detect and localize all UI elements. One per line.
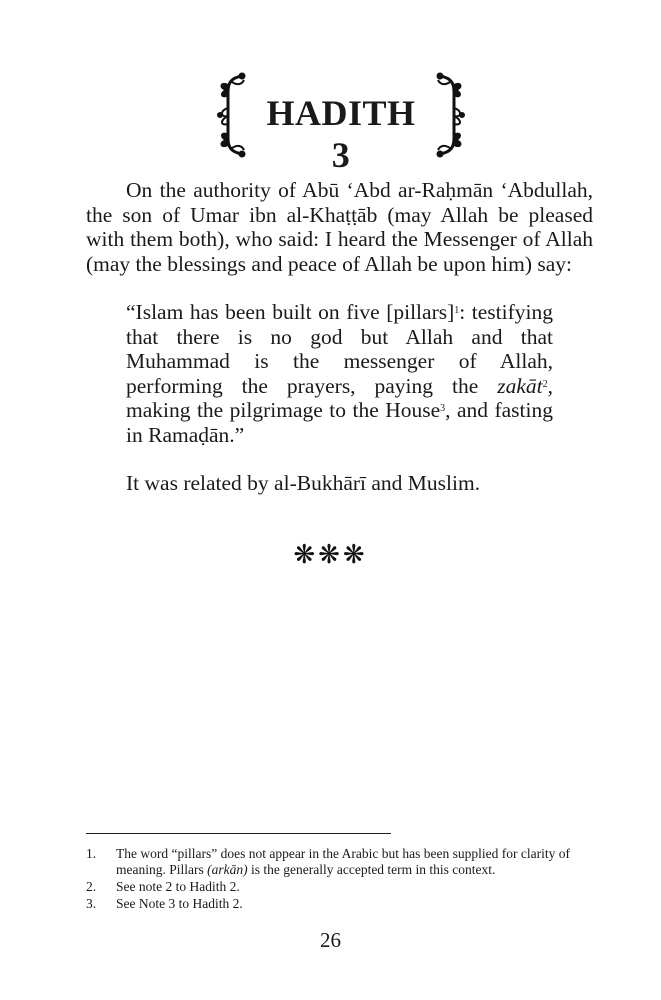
hadith-quote	[126, 300, 553, 447]
quote-text: : testifying that there is no god but Allah and that Muhammad is the messenger of Allah, performing the prayers, paying the	[126, 300, 554, 398]
section-separator: ❋❋❋	[293, 540, 368, 570]
footnote-number: 3.	[86, 896, 97, 911]
footnote-text: See note 2 to Hadith 2.	[116, 879, 240, 894]
footnote-item	[86, 896, 596, 912]
chapter-title: HADITH 3	[266, 93, 416, 175]
quote-italic-term: zakāt	[497, 373, 543, 398]
ornament-left-icon	[212, 70, 256, 160]
ornament-right-icon	[426, 70, 470, 160]
page-number: 26	[320, 928, 341, 952]
footnote-italic-term: (arkān)	[207, 862, 248, 877]
source-attribution: It was related by al-Bukhārī and Muslim.	[126, 471, 481, 495]
intro-paragraph: On the authority of Abū ‘Abd ar-Raḥmān ‘Abdullah, the son of Umar ibn al-Khaṭṭāb (may Allah be pleased with them both), who said: I heard the Messenger of Allah (may the blessings and peace of Allah be upon him) say:	[86, 178, 593, 276]
quote-text: , making the pilgrimage to the House	[126, 373, 553, 422]
quote-text: “Islam has been built on five [pillars]	[126, 300, 455, 324]
footnote-text: See Note 3 to Hadith 2.	[116, 896, 243, 911]
footnote-ref: 2	[542, 378, 548, 390]
footnotes	[86, 846, 596, 913]
quote-text: , and fasting in Ramaḍān.”	[126, 398, 553, 447]
footnote-number: 1.	[86, 846, 97, 861]
footnote-text: The word “pillars” does not appear in the Arabic but has been supplied for clarity of meaning. Pillars	[116, 846, 570, 877]
footnote-divider	[86, 833, 391, 834]
footnote-ref: 3	[440, 403, 446, 414]
footnote-item	[86, 846, 596, 878]
footnote-text: is the generally accepted term in this context.	[247, 862, 496, 877]
footnote-item	[86, 879, 596, 895]
chapter-heading	[212, 70, 470, 175]
footnote-number: 2.	[86, 879, 97, 894]
footnote-ref: 1	[454, 305, 460, 316]
